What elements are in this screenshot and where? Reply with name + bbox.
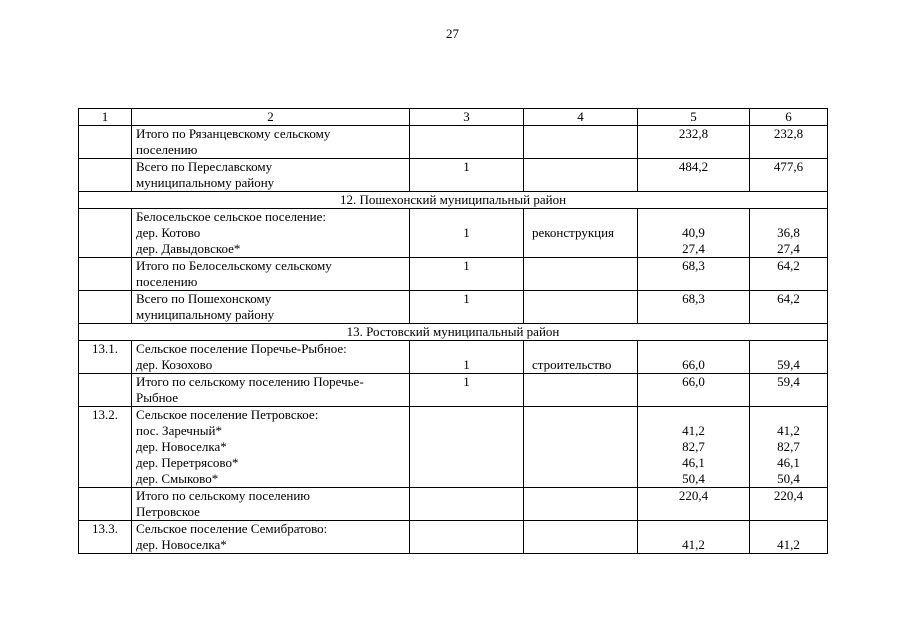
table-cell-c3 — [410, 159, 524, 192]
cell-line: 41,2 — [682, 423, 705, 438]
table-row — [79, 291, 828, 324]
cell-line — [414, 488, 519, 504]
cell-line — [83, 307, 127, 323]
table-cell-c4 — [524, 209, 638, 258]
cell-line — [83, 488, 127, 504]
cell-line — [414, 142, 519, 158]
table-cell-c6 — [750, 488, 828, 521]
cell-line — [414, 471, 519, 487]
cell-line — [532, 142, 633, 158]
cell-line: 66,0 — [682, 357, 705, 372]
cell-line — [83, 126, 127, 142]
cell-line — [414, 209, 519, 225]
table-cell-c6 — [750, 291, 828, 324]
table-row — [79, 374, 828, 407]
cell-line — [754, 175, 823, 191]
table-cell-c6 — [750, 209, 828, 258]
table-cell-c3 — [410, 341, 524, 374]
header-cell: 2 — [132, 109, 410, 126]
cell-line — [532, 471, 633, 487]
table-cell-c1 — [79, 159, 132, 192]
cell-line — [414, 537, 519, 553]
table-cell-c2 — [132, 521, 410, 554]
cell-line — [414, 274, 519, 290]
table-cell-c1 — [79, 258, 132, 291]
table-cell-c5 — [638, 258, 750, 291]
cell-line: 13.2. — [92, 407, 118, 422]
cell-line: Сельское поселение Поречье-Рыбное: — [136, 341, 347, 356]
cell-line: Всего по Пошехонскому — [136, 291, 272, 306]
page-number: 27 — [446, 26, 459, 41]
cell-line — [642, 341, 745, 357]
cell-line: 220,4 — [678, 488, 709, 503]
cell-line — [532, 159, 633, 175]
cell-line — [532, 258, 633, 274]
cell-line: 36,8 — [777, 225, 800, 240]
table-cell-c1 — [79, 291, 132, 324]
cell-line — [532, 341, 633, 357]
cell-line — [754, 209, 823, 225]
table-cell-c5 — [638, 159, 750, 192]
cell-line: Сельское поселение Петровское: — [136, 407, 319, 422]
cell-line — [642, 274, 745, 290]
table-row — [79, 407, 828, 488]
table-cell-c5 — [638, 488, 750, 521]
cell-line: 66,0 — [682, 374, 705, 389]
cell-line — [754, 142, 823, 158]
cell-line: 82,7 — [682, 439, 705, 454]
cell-line: 50,4 — [682, 471, 705, 486]
cell-line — [642, 390, 745, 406]
cell-line — [83, 142, 127, 158]
header-cell: 4 — [524, 109, 638, 126]
header-row — [79, 109, 828, 126]
cell-line: Белосельское сельское поселение: — [136, 209, 327, 224]
cell-line — [414, 504, 519, 520]
cell-line — [414, 390, 519, 406]
table-cell-c6 — [750, 126, 828, 159]
cell-line — [642, 142, 745, 158]
cell-line — [414, 175, 519, 191]
header-cell: 6 — [750, 109, 828, 126]
cell-line: 27,4 — [777, 241, 800, 256]
cell-line: 64,2 — [777, 291, 800, 306]
cell-line: Итого по сельскому поселению — [136, 488, 310, 503]
cell-line — [414, 521, 519, 537]
table-cell-c4 — [524, 488, 638, 521]
cell-line: 40,9 — [682, 225, 705, 240]
cell-line: дер. Новоселка* — [136, 537, 227, 552]
cell-line: 220,4 — [773, 488, 804, 503]
cell-line — [83, 455, 127, 471]
cell-line — [532, 307, 633, 323]
table-cell-c4 — [524, 341, 638, 374]
cell-line: строительство — [532, 357, 612, 372]
cell-line: 41,2 — [777, 537, 800, 552]
table-cell-c3 — [410, 407, 524, 488]
table-cell-c4 — [524, 521, 638, 554]
cell-line — [532, 175, 633, 191]
cell-line: 68,3 — [682, 258, 705, 273]
cell-line — [642, 521, 745, 537]
table-cell-c3 — [410, 291, 524, 324]
cell-line: реконструкция — [532, 225, 615, 240]
section-row — [79, 192, 828, 209]
table-cell-c2 — [132, 291, 410, 324]
table-cell-c1 — [79, 521, 132, 554]
table-cell-c2 — [132, 407, 410, 488]
cell-line: 46,1 — [777, 455, 800, 470]
cell-line — [532, 209, 633, 225]
cell-line — [83, 471, 127, 487]
cell-line — [754, 390, 823, 406]
cell-line: 59,4 — [777, 374, 800, 389]
table-cell-c2 — [132, 258, 410, 291]
cell-line — [83, 390, 127, 406]
cell-line: дер. Давыдовское* — [136, 241, 241, 256]
cell-line — [414, 126, 519, 142]
cell-line: дер. Новоселка* — [136, 439, 227, 454]
table-row — [79, 126, 828, 159]
cell-line: 232,8 — [773, 126, 804, 141]
cell-line — [532, 126, 633, 142]
cell-line — [83, 537, 127, 553]
table-row — [79, 521, 828, 554]
cell-line — [754, 504, 823, 520]
table-cell-c3 — [410, 258, 524, 291]
cell-line: 477,6 — [773, 159, 804, 174]
cell-line — [754, 307, 823, 323]
cell-line: 232,8 — [678, 126, 709, 141]
cell-line — [83, 274, 127, 290]
header-cell: 3 — [410, 109, 524, 126]
cell-line — [83, 357, 127, 373]
cell-line: дер. Смыково* — [136, 471, 219, 486]
cell-line — [532, 455, 633, 471]
cell-line: муниципальному району — [136, 307, 275, 322]
cell-line — [414, 307, 519, 323]
cell-line — [414, 455, 519, 471]
cell-line: 27,4 — [682, 241, 705, 256]
cell-line: Рыбное — [136, 390, 178, 405]
cell-line: дер. Перетрясово* — [136, 455, 239, 470]
cell-line — [642, 307, 745, 323]
table-cell-c2 — [132, 488, 410, 521]
cell-line: муниципальному району — [136, 175, 275, 190]
table-cell-c1 — [79, 374, 132, 407]
cell-line — [414, 439, 519, 455]
table-cell-c5 — [638, 521, 750, 554]
cell-line: 13.1. — [92, 341, 118, 356]
table-cell-c5 — [638, 407, 750, 488]
cell-line — [532, 241, 633, 257]
table-cell-c1 — [79, 488, 132, 521]
cell-line — [83, 225, 127, 241]
cell-line — [83, 175, 127, 191]
cell-line: 68,3 — [682, 291, 705, 306]
table-cell-c3 — [410, 209, 524, 258]
section-title: 13. Ростовский муниципальный район — [79, 324, 828, 341]
cell-line — [754, 341, 823, 357]
cell-line — [83, 159, 127, 175]
table-row — [79, 159, 828, 192]
cell-line — [532, 423, 633, 439]
cell-line: 46,1 — [682, 455, 705, 470]
cell-line: 1 — [463, 159, 470, 174]
cell-line — [642, 209, 745, 225]
table-cell-c6 — [750, 341, 828, 374]
table-cell-c2 — [132, 209, 410, 258]
table-cell-c4 — [524, 291, 638, 324]
cell-line — [532, 390, 633, 406]
cell-line: 82,7 — [777, 439, 800, 454]
cell-line: 1 — [463, 374, 470, 389]
table-row — [79, 209, 828, 258]
table-cell-c5 — [638, 374, 750, 407]
cell-line — [532, 537, 633, 553]
cell-line: дер. Козохово — [136, 357, 213, 372]
table-cell-c5 — [638, 341, 750, 374]
cell-line — [532, 291, 633, 307]
data-table — [78, 108, 828, 554]
cell-line — [83, 291, 127, 307]
cell-line: Сельское поселение Семибратово: — [136, 521, 328, 536]
cell-line — [532, 439, 633, 455]
table-cell-c6 — [750, 374, 828, 407]
table-cell-c5 — [638, 291, 750, 324]
table-cell-c6 — [750, 258, 828, 291]
cell-line: 484,2 — [678, 159, 709, 174]
table-row — [79, 488, 828, 521]
table-cell-c1 — [79, 341, 132, 374]
cell-line — [532, 374, 633, 390]
cell-line: 1 — [463, 357, 470, 372]
table-cell-c1 — [79, 209, 132, 258]
table-cell-c4 — [524, 159, 638, 192]
table-cell-c4 — [524, 374, 638, 407]
cell-line — [83, 258, 127, 274]
section-title: 12. Пошехонский муниципальный район — [79, 192, 828, 209]
table-cell-c4 — [524, 258, 638, 291]
cell-line — [83, 374, 127, 390]
cell-line — [414, 341, 519, 357]
table-cell-c4 — [524, 407, 638, 488]
cell-line: 59,4 — [777, 357, 800, 372]
section-row — [79, 324, 828, 341]
cell-line: поселению — [136, 142, 198, 157]
table-cell-c6 — [750, 521, 828, 554]
cell-line — [414, 241, 519, 257]
cell-line — [642, 175, 745, 191]
cell-line: 1 — [463, 258, 470, 273]
table-cell-c3 — [410, 126, 524, 159]
cell-line: 1 — [463, 225, 470, 240]
cell-line — [532, 407, 633, 423]
cell-line: пос. Заречный* — [136, 423, 222, 438]
header-cell: 5 — [638, 109, 750, 126]
table-cell-c1 — [79, 407, 132, 488]
table-row — [79, 258, 828, 291]
cell-line — [414, 407, 519, 423]
cell-line: 13.3. — [92, 521, 118, 536]
cell-line — [642, 504, 745, 520]
table-cell-c3 — [410, 374, 524, 407]
table-cell-c4 — [524, 126, 638, 159]
table-cell-c1 — [79, 126, 132, 159]
cell-line: 50,4 — [777, 471, 800, 486]
cell-line: Петровское — [136, 504, 200, 519]
cell-line — [754, 274, 823, 290]
cell-line — [83, 504, 127, 520]
cell-line: Итого по Рязанцевскому сельскому — [136, 126, 331, 141]
cell-line: дер. Котово — [136, 225, 201, 240]
cell-line — [532, 488, 633, 504]
cell-line — [754, 407, 823, 423]
cell-line — [83, 439, 127, 455]
cell-line: 64,2 — [777, 258, 800, 273]
table-cell-c3 — [410, 488, 524, 521]
cell-line: Всего по Переславскому — [136, 159, 273, 174]
table-cell-c2 — [132, 374, 410, 407]
table-cell-c2 — [132, 126, 410, 159]
table-body — [79, 109, 828, 554]
header-cell: 1 — [79, 109, 132, 126]
cell-line — [532, 274, 633, 290]
table-cell-c5 — [638, 209, 750, 258]
cell-line: Итого по сельскому поселению Поречье- — [136, 374, 364, 389]
cell-line — [83, 423, 127, 439]
table-cell-c3 — [410, 521, 524, 554]
cell-line — [532, 504, 633, 520]
cell-line: поселению — [136, 274, 198, 289]
cell-line — [642, 407, 745, 423]
cell-line — [83, 241, 127, 257]
table-cell-c5 — [638, 126, 750, 159]
cell-line: Итого по Белосельскому сельскому — [136, 258, 332, 273]
table-cell-c6 — [750, 407, 828, 488]
table-row — [79, 341, 828, 374]
cell-line: 41,2 — [777, 423, 800, 438]
table-cell-c6 — [750, 159, 828, 192]
table-cell-c2 — [132, 341, 410, 374]
cell-line: 41,2 — [682, 537, 705, 552]
table-cell-c2 — [132, 159, 410, 192]
cell-line — [83, 209, 127, 225]
cell-line — [414, 423, 519, 439]
cell-line — [754, 521, 823, 537]
cell-line: 1 — [463, 291, 470, 306]
cell-line — [532, 521, 633, 537]
